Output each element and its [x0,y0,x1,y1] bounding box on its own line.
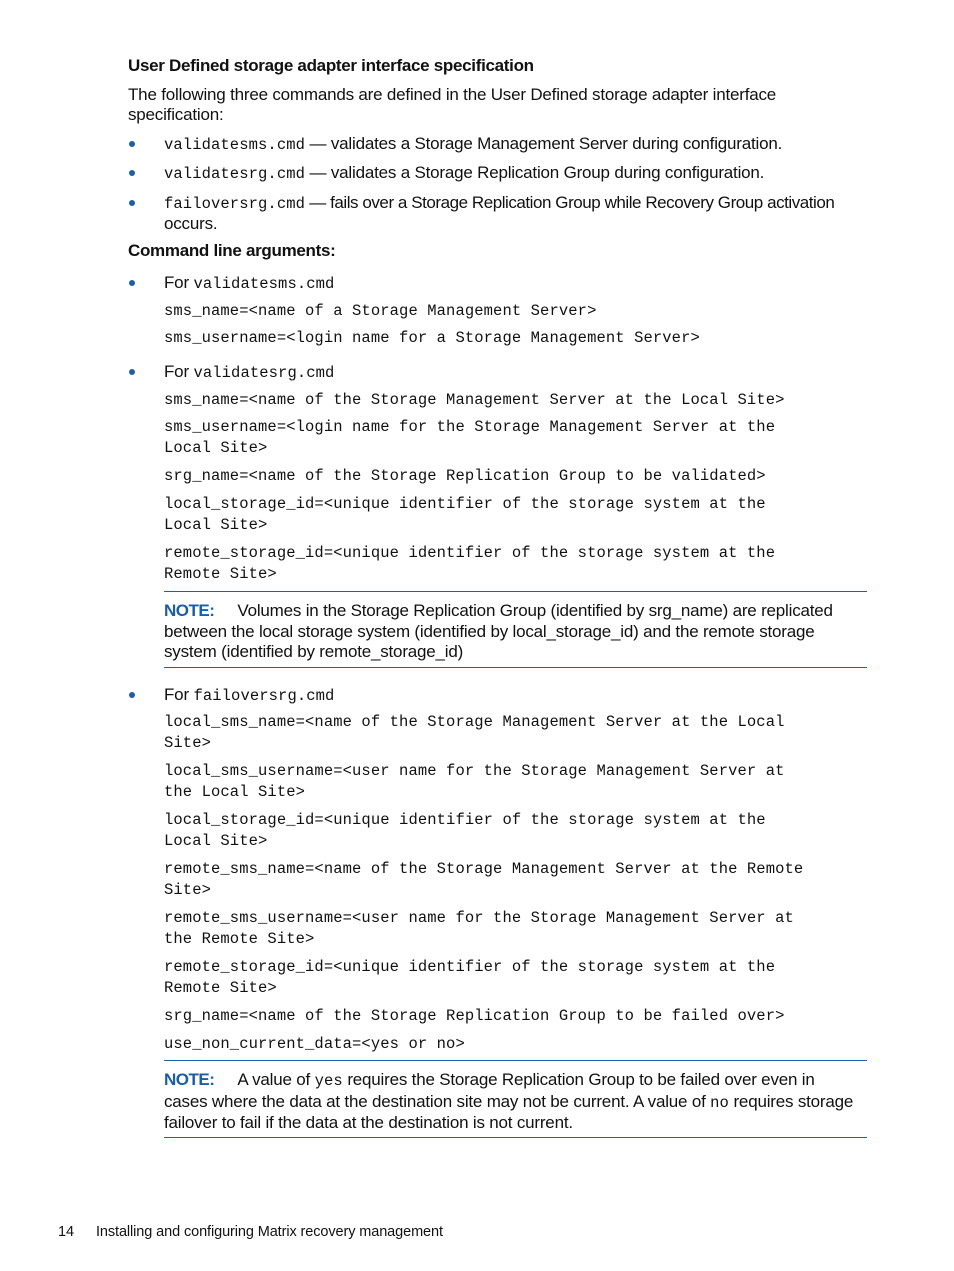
bullet-icon [129,141,135,147]
arg-line: Remote Site> [164,565,277,583]
note-line2: between the local storage system (identified by local_storage_id) and the remote storage [164,622,815,641]
command-name: validatesrg.cmd [193,364,335,382]
inline-code: no [710,1094,729,1112]
note-text: Volumes in the Storage Replication Group (identified by srg_name) are replicated [237,601,833,620]
arg-line: use_non_current_data=<yes or no> [164,1035,465,1053]
arg-line: remote_storage_id=<unique identifier of the storage system at the [164,958,776,976]
arg-line: sms_username=<login name for a Storage Management Server> [164,329,700,347]
arg-line: local_sms_username=<user name for the Storage Management Server at [164,762,785,780]
command-name: failoversrg.cmd [193,687,335,705]
args-group-title [164,272,334,295]
arg-line: local_storage_id=<unique identifier of the storage system at the [164,495,766,513]
bullet-icon [129,170,135,176]
arg-line: local_sms_name=<name of the Storage Management Server at the Local [164,713,785,731]
for-label: For [164,362,194,381]
bullet-icon [129,200,135,206]
footer-title: Installing and configuring Matrix recovery management [96,1224,443,1240]
arg-line: Remote Site> [164,979,277,997]
note-top-rule [164,591,867,592]
note-line3: system (identified by remote_storage_id) [164,642,464,661]
arg-line: Site> [164,881,212,899]
note-line1 [164,600,833,621]
args-heading: Command line arguments: [128,241,336,260]
args-group-title [164,684,334,707]
arg-line: the Local Site> [164,783,306,801]
args-group-title [164,361,334,384]
command-item-failoversrg [164,192,834,215]
intro-text-line2: specification: [128,105,224,124]
arg-line: remote_storage_id=<unique identifier of the storage system at the [164,544,776,562]
arg-line: sms_name=<name of a Storage Management Server> [164,302,597,320]
arg-line: Local Site> [164,516,268,534]
for-label: For [164,685,194,704]
section-heading: User Defined storage adapter interface specification [128,56,534,75]
arg-line: Local Site> [164,439,268,457]
arg-line: remote_sms_username=<user name for the Storage Management Server at [164,909,794,927]
page-number: 14 [58,1224,74,1240]
note-text: requires storage [728,1092,854,1111]
arg-line: the Remote Site> [164,930,315,948]
note-text: requires the Storage Replication Group to be failed over even in [342,1070,815,1089]
command-item-validatesrg [164,162,764,185]
command-name: validatesms.cmd [193,275,335,293]
note-text: A value of [237,1070,315,1089]
command-name: validatesms.cmd [164,136,306,154]
command-description: — validates a Storage Management Server during configuration. [305,134,783,153]
bullet-icon [129,280,135,286]
intro-text-line1: The following three commands are defined in the User Defined storage adapter interface [128,85,777,104]
arg-line: sms_name=<name of the Storage Management Server at the Local Site> [164,391,785,409]
arg-line: Local Site> [164,832,268,850]
note-text: cases where the data at the destination site may not be current. A value of [164,1092,711,1111]
note-bottom-rule [164,667,867,668]
note-line3: failover to fail if the data at the destination is not current. [164,1113,573,1132]
arg-line: sms_username=<login name for the Storage Management Server at the [164,418,776,436]
note-line1 [164,1069,815,1092]
command-description: — validates a Storage Replication Group during configuration. [305,163,765,182]
arg-line: srg_name=<name of the Storage Replication Group to be failed over> [164,1007,785,1025]
inline-code: yes [314,1072,343,1090]
note-line2 [164,1091,853,1114]
command-item-validatesms [164,133,782,156]
arg-line: Site> [164,734,212,752]
note-label: NOTE: [164,601,215,620]
for-label: For [164,273,194,292]
bullet-icon [129,369,135,375]
note-top-rule [164,1060,867,1061]
note-bottom-rule [164,1137,867,1138]
arg-line: remote_sms_name=<name of the Storage Management Server at the Remote [164,860,804,878]
note-label: NOTE: [164,1070,215,1089]
command-description: — fails over a Storage Replication Group while Recovery Group activation [305,193,835,212]
bullet-icon [129,692,135,698]
command-name: validatesrg.cmd [164,165,306,183]
command-name: failoversrg.cmd [164,195,306,213]
command-description-cont: occurs. [164,214,218,233]
arg-line: srg_name=<name of the Storage Replication Group to be validated> [164,467,766,485]
arg-line: local_storage_id=<unique identifier of the storage system at the [164,811,766,829]
